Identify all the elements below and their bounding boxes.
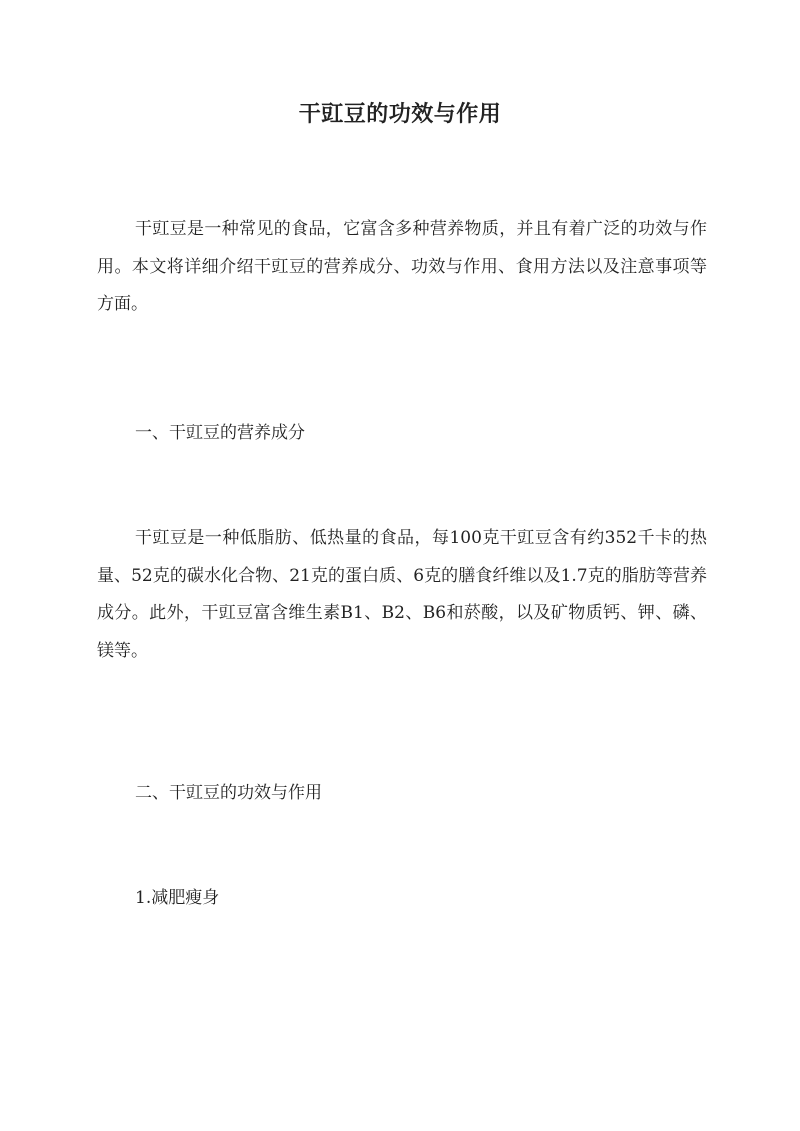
nutrition-paragraph: 干豇豆是一种低脂肪、低热量的食品，每100克干豇豆含有约352千卡的热量、52克的碳水化合物、21克的蛋白质、6克的膳食纤维以及1.7克的脂肪等营养成分。此外，干豇豆富含维生素B1、B2、B6和菸酸，以及矿物质钙、钾、磷、镁等。 xyxy=(97,528,707,661)
document-title: 干豇豆的功效与作用 xyxy=(298,101,502,127)
section-heading-effects: 二、干豇豆的功效与作用 xyxy=(135,783,322,803)
subheading-weight-loss: 1.减肥瘦身 xyxy=(135,888,220,908)
intro-paragraph: 干豇豆是一种常见的食品，它富含多种营养物质，并且有着广泛的功效与作用。本文将详细介绍干豇豆的营养成分、功效与作用、食用方法以及注意事项等方面。 xyxy=(97,219,707,314)
section-heading-nutrition: 一、干豇豆的营养成分 xyxy=(135,423,305,443)
